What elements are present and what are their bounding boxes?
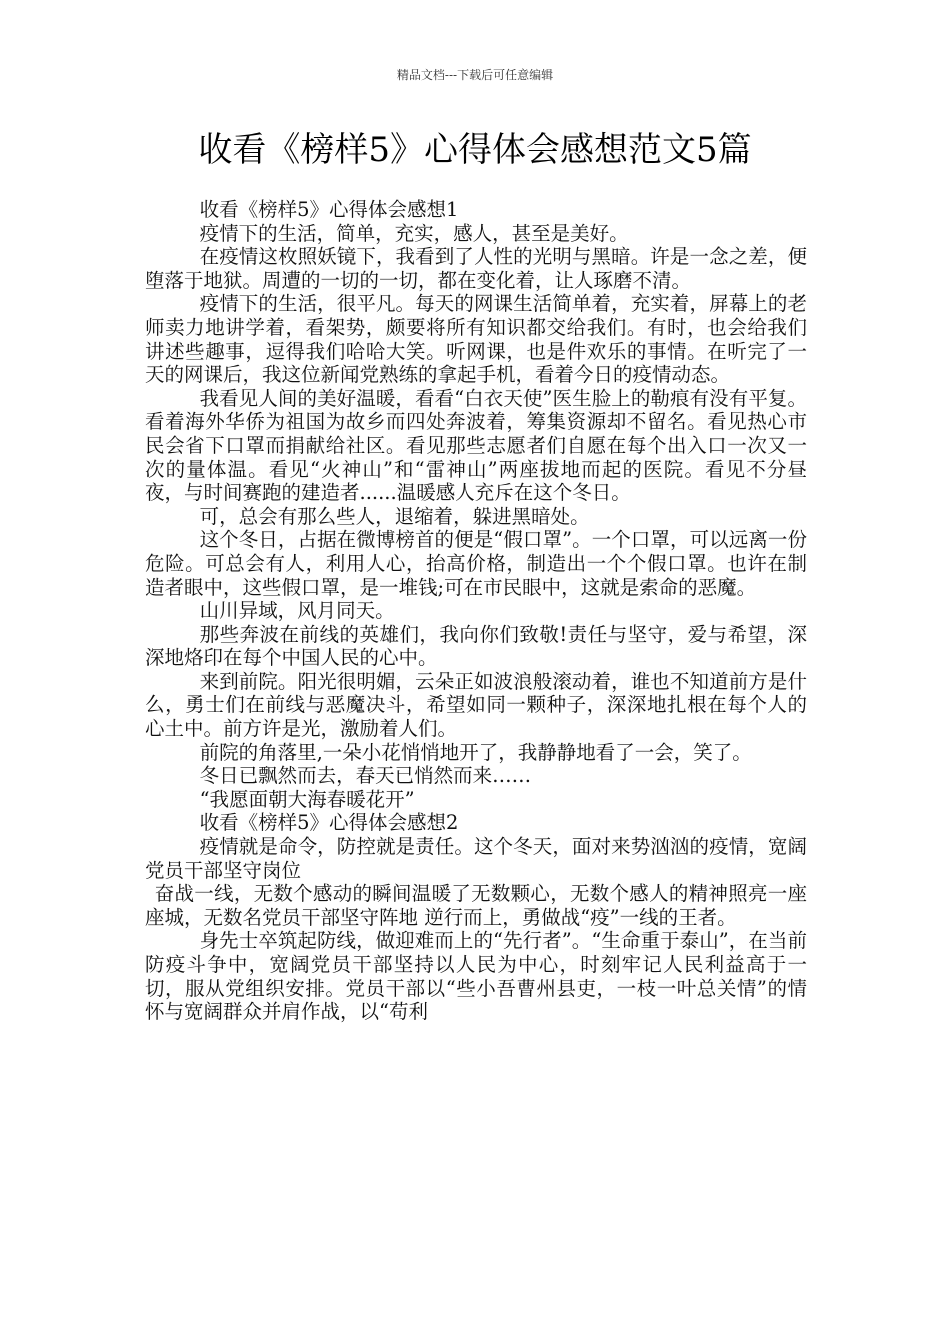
- paragraph: 前院的角落里,一朵小花悄悄地开了，我静静地看了一会，笑了。: [199, 740, 752, 764]
- paragraph: 疫情就是命令，防控就是责任。这个冬天，面对来势汹汹的疫情，宽阔党员干部坚守岗位: [145, 835, 807, 882]
- page-header-note: 精品文档---下载后可任意编辑: [396, 68, 554, 82]
- paragraph: 收看《榜样5》心得体会感想2: [199, 811, 459, 835]
- paragraph: 冬日已飘然而去，春天已悄然而来……: [199, 764, 532, 788]
- paragraph: 在疫情这枚照妖镜下，我看到了人性的光明与黑暗。许是一念之差，便堕落于地狱。周遭的一切的一切，都在变化着，让人琢磨不清。: [145, 245, 807, 292]
- paragraph: 身先士卒筑起防线，做迎难而上的“先行者”。“生命重于泰山”，在当前防疫斗争中，宽阔党员干部坚持以人民为中心，时刻牢记人民利益高于一切，服从党组织安排。党员干部以“些小吾曹州县吏，一枝一叶总关情”的情怀与宽阔群众并肩作战，以“苟利: [145, 929, 807, 1024]
- paragraph: 奋战一线，无数个感动的瞬间温暖了无数颗心，无数个感人的精神照亮一座座城，无数名党员干部坚守阵地 逆行而上，勇做战“疫”一线的王者。: [145, 882, 807, 929]
- paragraph: “我愿面朝大海春暖花开”: [199, 787, 415, 811]
- paragraph: 疫情下的生活，简单，充实，感人，甚至是美好。: [199, 221, 629, 245]
- document-body: [145, 198, 807, 1024]
- paragraph: 疫情下的生活，很平凡。每天的网课生活简单着，充实着，屏幕上的老师卖力地讲学着，看架势，颇要将所有知识都交给我们。有时，也会给我们讲述些趣事，逗得我们哈哈大笑。听网课，也是件欢乐的事情。在听完了一天的网课后，我这位新闻党熟练的拿起手机，看着今日的疫情动态。: [145, 292, 807, 387]
- paragraph: 这个冬日，占据在微博榜首的便是“假口罩”。一个口罩，可以远离一份危险。可总会有人，利用人心，抬高价格，制造出一个个假口罩。也许在制造者眼中，这些假口罩，是一堆钱;可在市民眼中，这就是索命的恶魔。: [145, 528, 807, 599]
- paragraph: 那些奔波在前线的英雄们，我向你们致敬!责任与坚守，爱与希望，深深地烙印在每个中国人民的心中。: [145, 622, 807, 670]
- document-title: 收看《榜样5》心得体会感想范文5篇: [198, 130, 752, 170]
- paragraph: 收看《榜样5》心得体会感想1: [199, 198, 459, 221]
- paragraph: 山川异域，风月同天。: [199, 599, 395, 623]
- paragraph: 我看见人间的美好温暖，看看“白衣天使”医生脸上的勒痕有没有平复。看着海外华侨为祖国为故乡而四处奔波着，筹集资源却不留名。看见热心市民会省下口罩而捐献给社区。看见那些志愿者们自愿在每个出入口一次又一次的量体温。看见“火神山”和“雷神山”两座拔地而起的医院。看见不分昼夜，与时间赛跑的建造者......温暖感人充斥在这个冬日。: [145, 386, 807, 505]
- paragraph: 可，总会有那么些人，退缩着，躲进黑暗处。: [199, 504, 590, 528]
- paragraph: 来到前院。阳光很明媚，云朵正如波浪般滚动着，谁也不知道前方是什么，勇士们在前线与恶魔决斗，希望如同一颗种子，深深地扎根在每个人的心土中。前方许是光，激励着人们。: [145, 669, 807, 741]
